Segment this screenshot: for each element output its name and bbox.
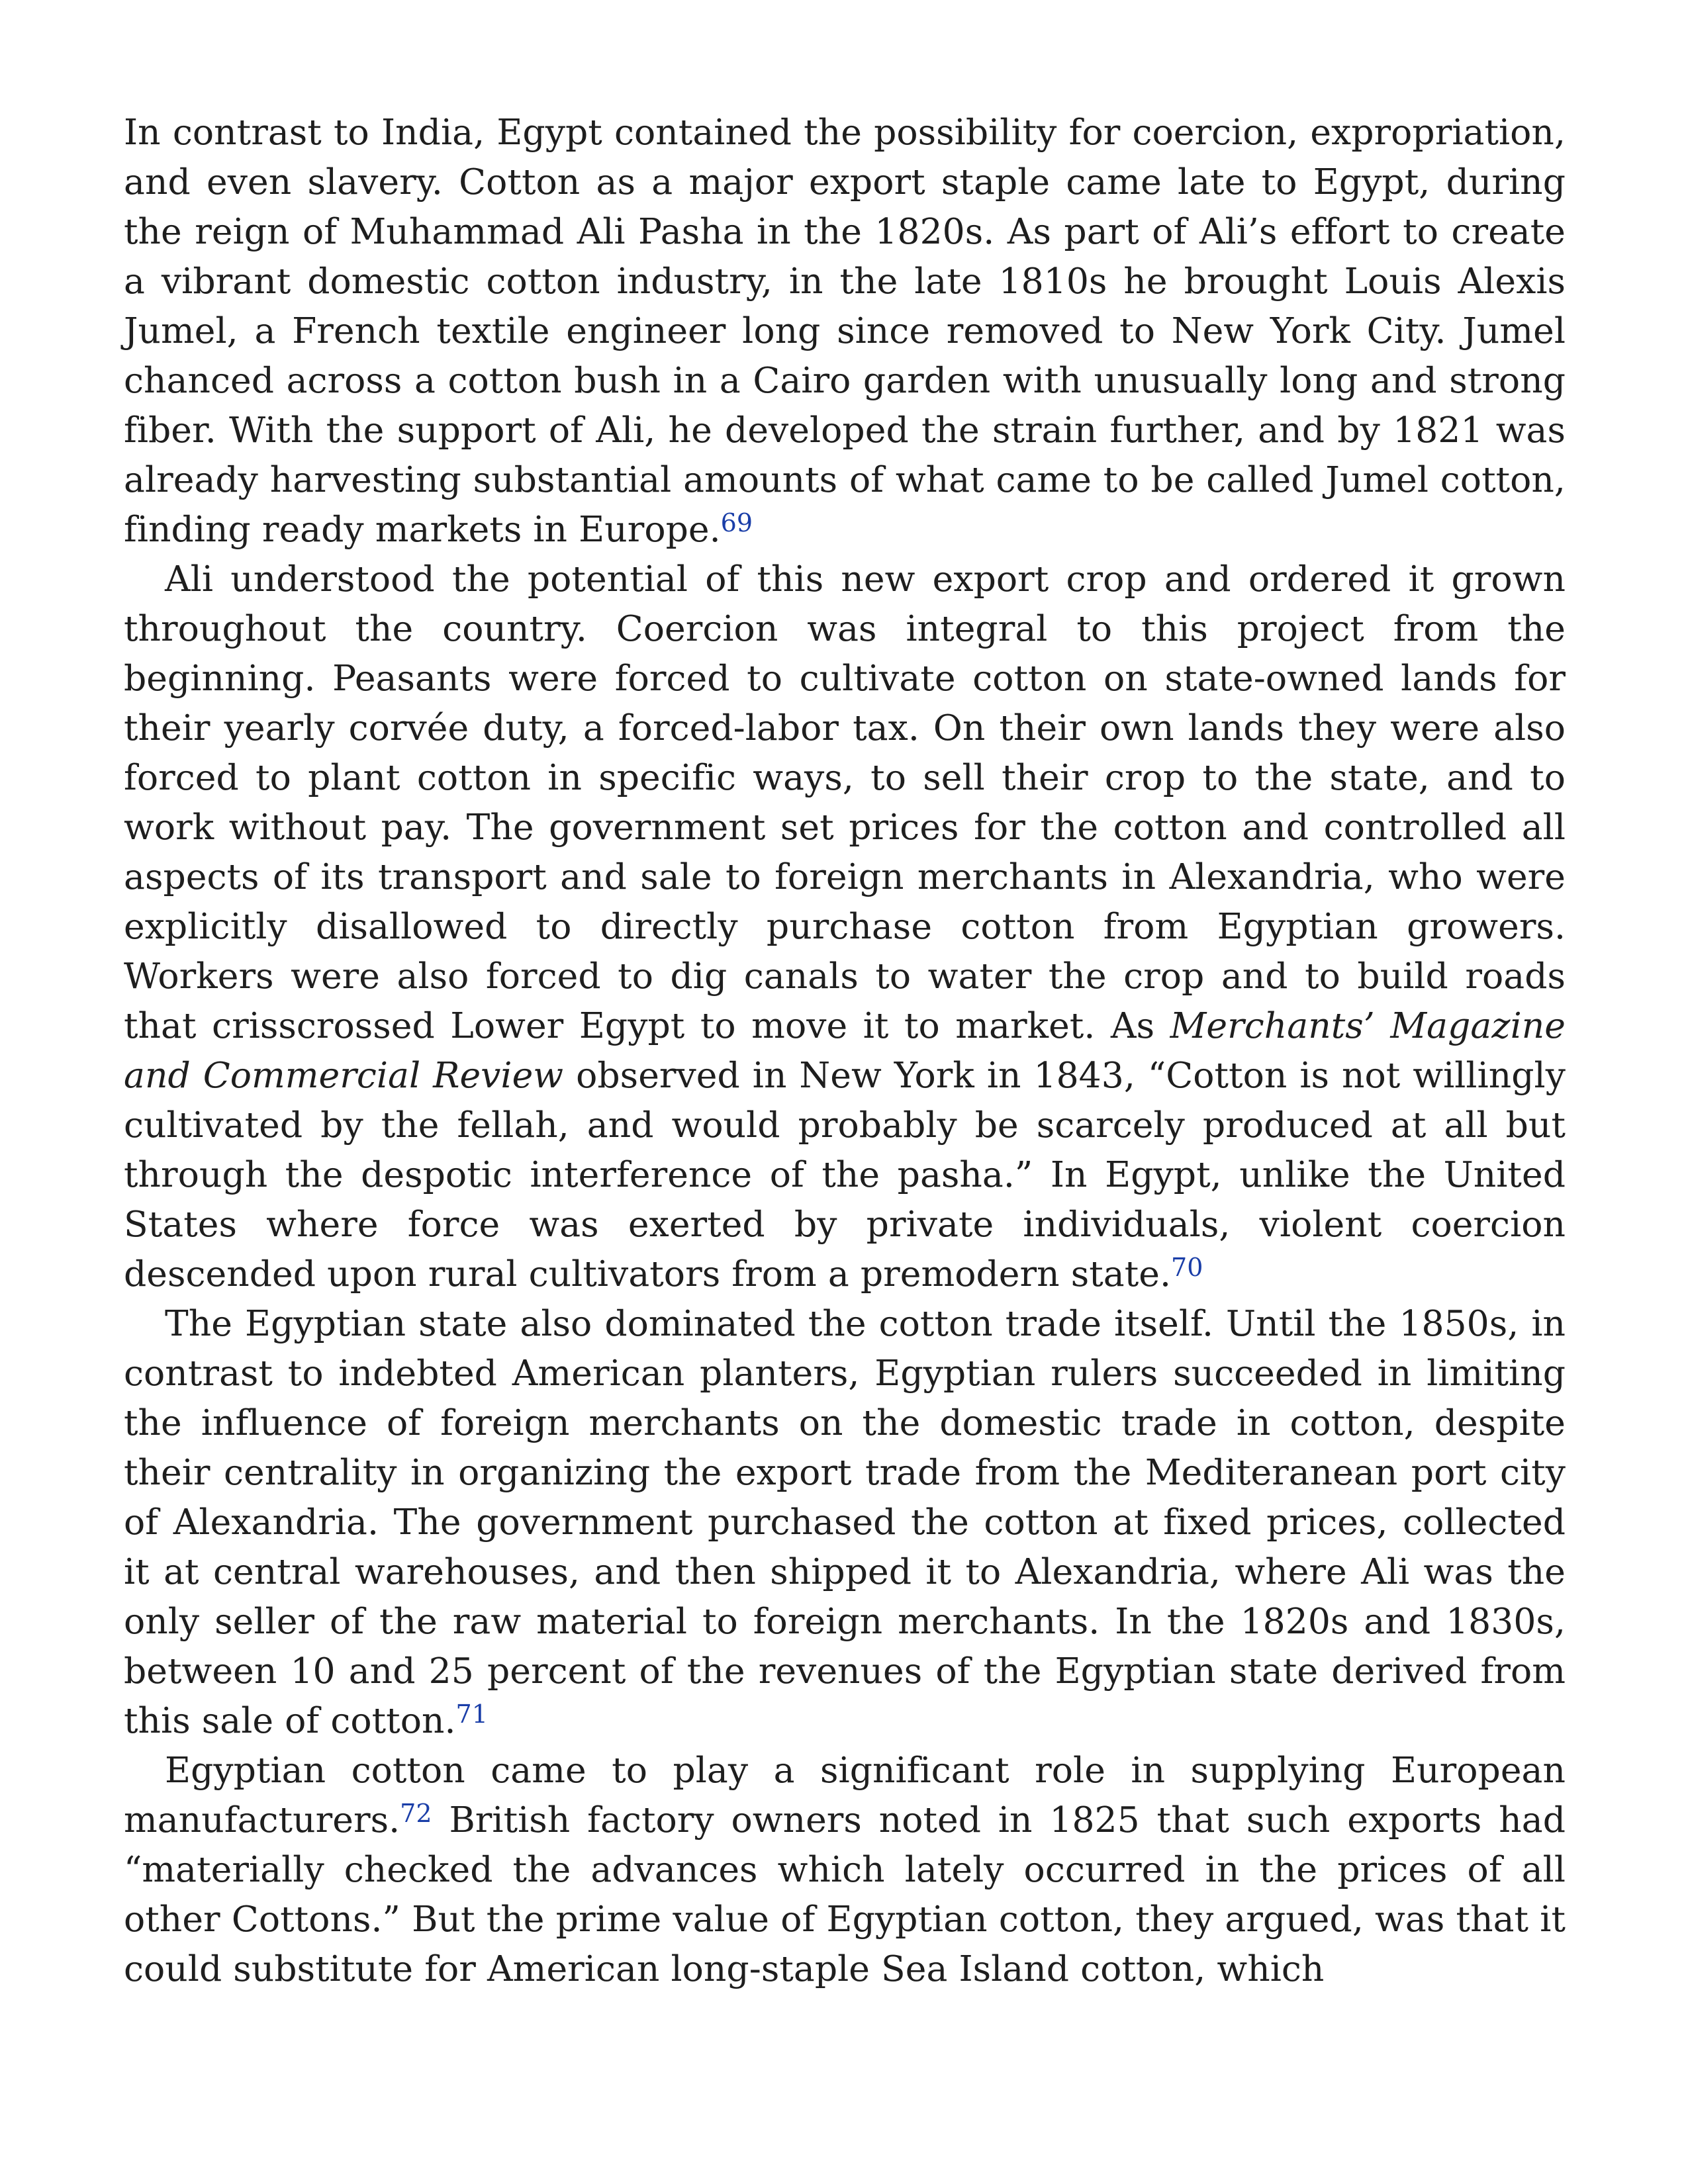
paragraph-3 bbox=[124, 1298, 1566, 1745]
footnote-link[interactable]: 70 bbox=[1171, 1253, 1203, 1282]
paragraph-text: observed in New York in 1843, “Cotton is not willingly cultivated by the fellah, and would probably be scarcely produced at all but through the despotic interference of the pasha.” In Egypt, unlike the United States where force was exerted by private individuals, violent coercion descended upon rural cultivators from a premodern state. bbox=[124, 1054, 1566, 1295]
paragraph-4 bbox=[124, 1745, 1566, 1993]
paragraph-text: In contrast to India, Egypt contained the possibility for coercion, expropriation, and even slavery. Cotton as a major export staple came late to Egypt, during the reign of Muhammad Ali Pasha in the 1820s. As part of Ali’s effort to create a vibrant domestic cotton industry, in the late 1810s he brought Louis Alexis Jumel, a French textile engineer long since removed to New York City. Jumel chanced across a cotton bush in a Cairo garden with unusually long and strong fiber. With the support of Ali, he developed the strain further, and by 1821 was already harvesting substantial amounts of what came to be called Jumel cotton, finding ready markets in Europe. bbox=[124, 111, 1566, 550]
publication-title: Merchants’ Magazine and Commercial Review bbox=[124, 1005, 1566, 1096]
paragraph-text: Ali understood the potential of this new export crop and ordered it grown throughout the country. Coercion was integral to this project from the beginning. Peasants were forced to cultivate cotton on state-owned lands for their yearly corvée duty, a forced-labor tax. On their own lands they were also forced to plant cotton in specific ways, to sell their crop to the state, and to work without pay. The government set prices for the cotton and controlled all aspects of its transport and sale to foreign merchants in Alexandria, who were explicitly disallowed to directly purchase cotton from Egyptian growers. Workers were also forced to dig canals to water the crop and to build roads that crisscrossed Lower Egypt to move it to market. As bbox=[124, 558, 1566, 1046]
footnote-link[interactable]: 69 bbox=[720, 508, 753, 537]
paragraph-2 bbox=[124, 554, 1566, 1298]
paragraph-text: The Egyptian state also dominated the cotton trade itself. Until the 1850s, in contrast to indebted American planters, Egyptian rulers succeeded in limiting the influence of foreign merchants on the domestic trade in cotton, despite their centrality in organizing the export trade from the Mediteranean port city of Alexandria. The government purchased the cotton at fixed prices, collected it at central warehouses, and then shipped it to Alexandria, where Ali was the only seller of the raw material to foreign merchants. In the 1820s and 1830s, between 10 and 25 percent of the revenues of the Egyptian state derived from this sale of cotton. bbox=[124, 1302, 1566, 1741]
paragraph-1 bbox=[124, 107, 1566, 554]
footnote-link[interactable]: 71 bbox=[455, 1700, 488, 1729]
paragraph-text: Egyptian cotton came to play a significant role in supplying European manufacturers. bbox=[124, 1749, 1566, 1841]
document-page bbox=[124, 107, 1566, 1993]
footnote-link[interactable]: 72 bbox=[400, 1799, 432, 1828]
paragraph-text: British factory owners noted in 1825 that such exports had “materially checked the advances which lately occurred in the prices of all other Cottons.” But the prime value of Egyptian cotton, they argued, was that it could substitute for American long-staple Sea Island cotton, which bbox=[124, 1799, 1566, 1989]
